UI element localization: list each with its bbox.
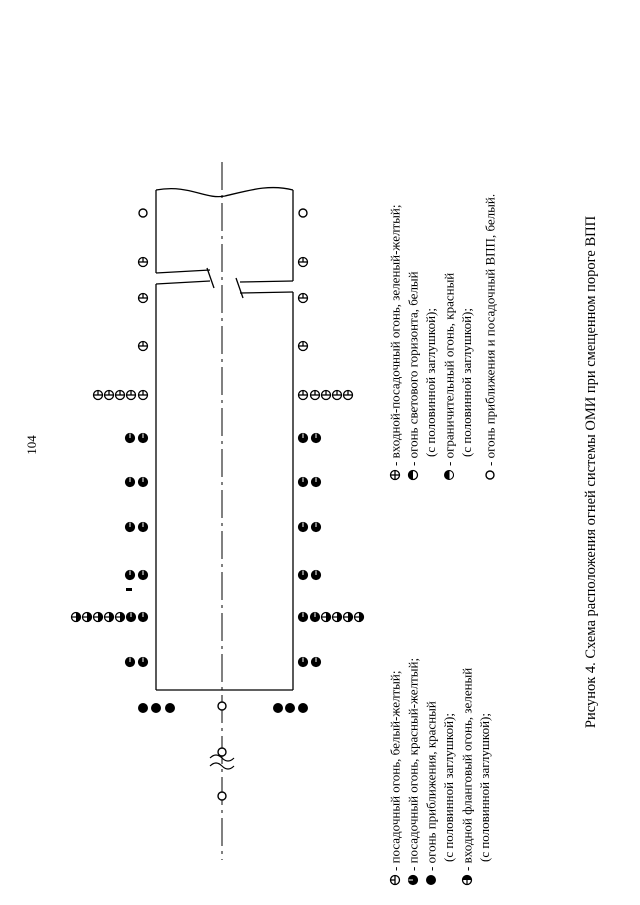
legend-item [406, 271, 439, 479]
legend-text: - ограничительный огонь, красный [441, 272, 457, 466]
legend-text: (с половинной заглушкой); [459, 308, 474, 457]
horizon-bar [94, 391, 353, 400]
legend-item [406, 658, 421, 885]
legend-text: (с половинной заглушкой); [477, 713, 492, 862]
legend-item [388, 205, 403, 480]
legend-item [460, 668, 493, 885]
legend-text: - входной фланговый огонь, зеленый [459, 667, 475, 871]
legend-text: - посадочный огонь, красный-желтый; [405, 657, 421, 871]
legend-text: - огонь приближения и посадочный ВПП, белый. [482, 193, 498, 466]
legend-text: - огонь светового горизонта, белый [405, 271, 421, 466]
legend-right [388, 194, 498, 480]
threshold-lights-right [274, 704, 308, 713]
legend-text: - огонь приближения, красный [423, 701, 439, 871]
legend-item [424, 701, 457, 884]
legend-left [388, 658, 493, 885]
figure-caption: Рисунок 4. Схема расположения огней системы ОМИ при смещенном пороге ВПП [583, 215, 599, 729]
page-number: 104 [24, 435, 39, 455]
legend-item [388, 671, 403, 885]
entry-wing-bar [72, 613, 364, 622]
runway [156, 188, 293, 690]
legend-text: - посадочный огонь, белый-желтый; [387, 670, 403, 871]
marker-dash [126, 588, 132, 591]
legend-text: (с половинной заглушкой); [423, 308, 438, 457]
landing-lights-pairs [126, 434, 321, 667]
legend-text: - входной-посадочный огонь, зеленый-желтый; [387, 204, 403, 466]
legend-text: (с половинной заглушкой); [441, 713, 456, 862]
legend-item [442, 273, 475, 480]
edge-lights [139, 209, 308, 351]
threshold-lights-left [139, 704, 175, 713]
legend-item [483, 194, 498, 479]
